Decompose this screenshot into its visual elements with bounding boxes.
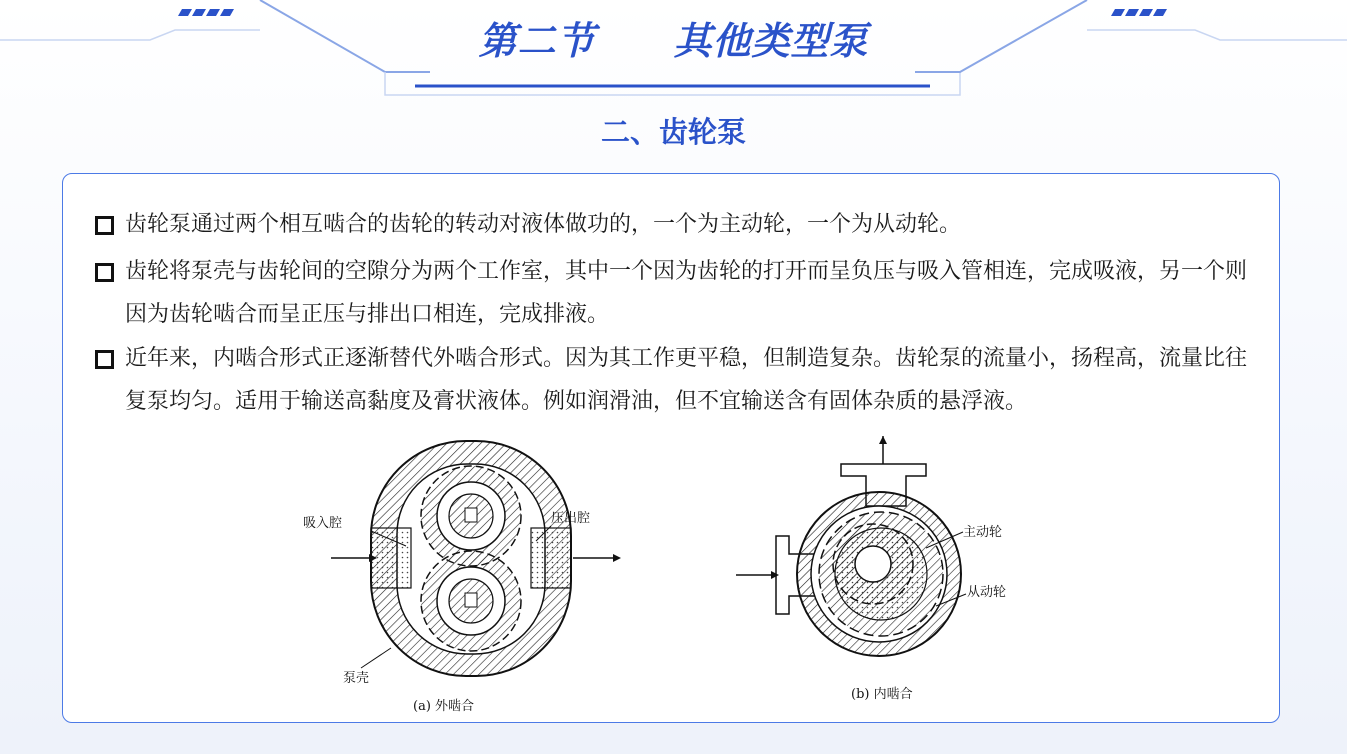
square-bullet-icon (95, 350, 114, 369)
bullet-text: 齿轮泵通过两个相互啮合的齿轮的转动对液体做功的，一个为主动轮，一个为从动轮。 (125, 212, 962, 237)
driving-gear-label: 主动轮 (963, 525, 1003, 540)
discharge-chamber-label: 压出腔 (551, 511, 591, 526)
square-bullet-icon (95, 263, 114, 282)
external-gear-pump-figure (301, 436, 631, 718)
internal-gear-pump-figure (731, 436, 1021, 706)
bullet-item-1 (97, 203, 1257, 246)
figure-a-caption: (a) 外啮合 (413, 699, 475, 714)
suction-chamber-label: 吸入腔 (303, 516, 343, 531)
bullet-text: 齿轮将泵壳与齿轮间的空隙分为两个工作室，其中一个因为齿轮的打开而呈负压与吸入管相连，完成吸液，另一个则因为齿轮啮合而呈正压与排出口相连，完成排液。 (125, 259, 1248, 327)
figure-b-caption: (b) 内啮合 (851, 687, 913, 702)
bullet-text: 近年来，内啮合形式正逐渐替代外啮合形式。因为其工作更平稳，但制造复杂。齿轮泵的流量小，扬程高，流量比往复泵均匀。适用于输送高黏度及膏状液体。例如润滑油，但不宜输送含有固体杂质的悬浮液。 (125, 346, 1248, 414)
bullet-item-2 (97, 250, 1257, 336)
square-bullet-icon (95, 216, 114, 235)
bullet-item-3 (97, 337, 1257, 423)
content-card (62, 173, 1280, 723)
driven-gear-label: 从动轮 (967, 585, 1007, 600)
page-title: 第二节 其他类型泵 (478, 19, 869, 63)
section-subtitle: 二、齿轮泵 (600, 115, 746, 149)
casing-label: 泵壳 (343, 671, 370, 686)
